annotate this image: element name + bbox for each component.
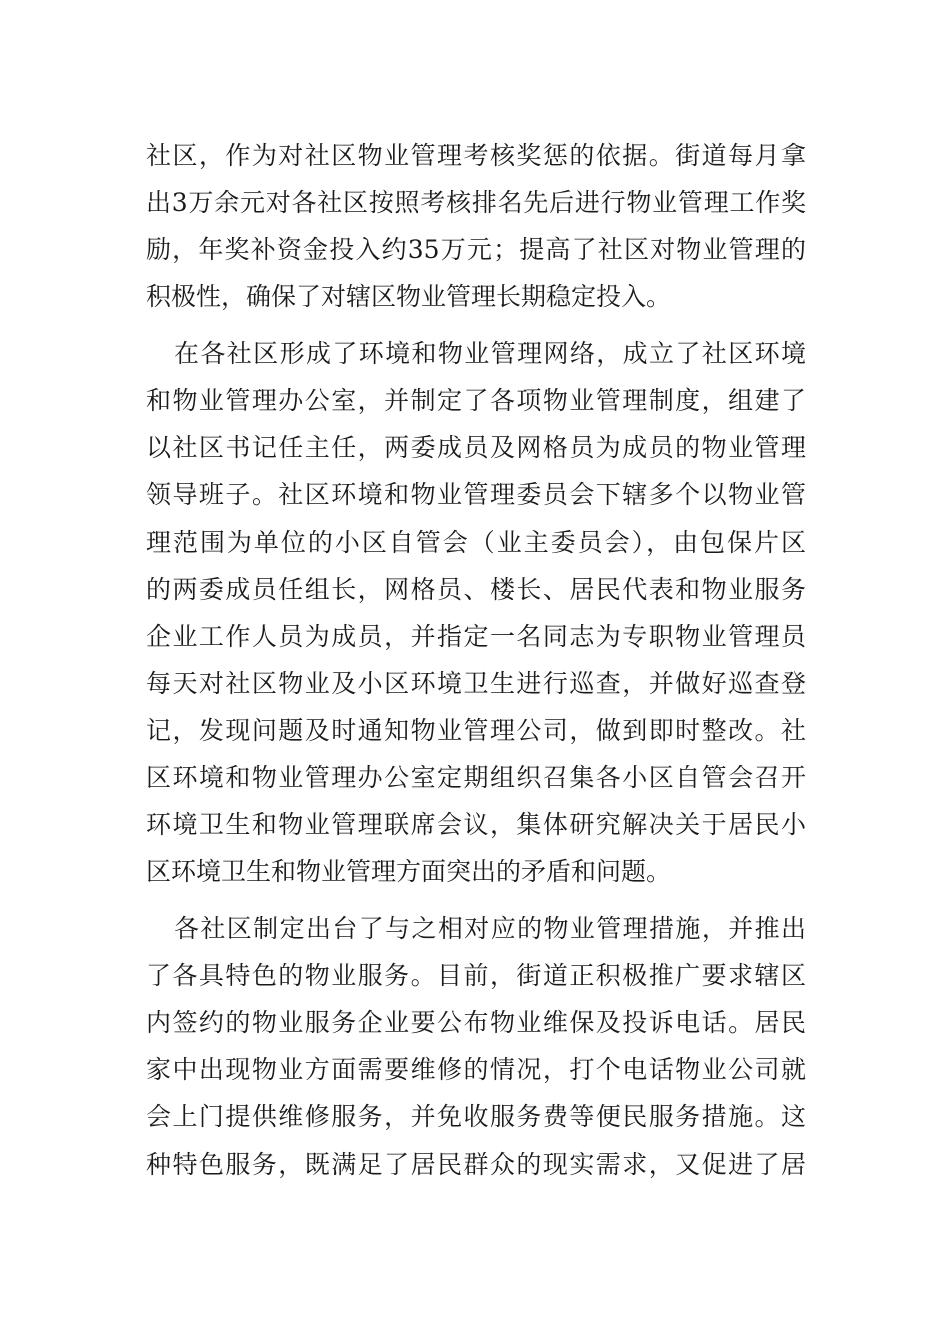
paragraph-1-line-2: 出3万余元对各社区按照考核排名先后进行物业管理工作奖 — [146, 188, 806, 217]
paragraph-2-line-1: 在各社区形成了环境和物业管理网络，成立了社区环境 — [174, 339, 806, 368]
paragraph-2-line-5: 理范围为单位的小区自管会（业主委员会），由包保片区 — [146, 528, 806, 557]
paragraph-3-line-3: 内签约的物业服务企业要公布物业维保及投诉电话。居民 — [146, 1008, 806, 1037]
paragraph-3-line-1: 各社区制定出台了与之相对应的物业管理措施，并推出 — [174, 914, 806, 943]
paragraph-2-line-9: 记，发现问题及时通知物业管理公司，做到即时整改。社 — [146, 716, 806, 745]
paragraph-3-line-6: 种特色服务，既满足了居民群众的现实需求，又促进了居 — [146, 1150, 806, 1179]
paragraph-1-line-4: 积极性，确保了对辖区物业管理长期稳定投入。 — [146, 282, 672, 311]
paragraph-3-line-2: 了各具特色的物业服务。目前，街道正积极推广要求辖区 — [146, 961, 806, 990]
paragraph-3-line-5: 会上门提供维修服务，并免收服务费等便民服务措施。这 — [146, 1102, 806, 1131]
paragraph-2-line-2: 和物业管理办公室，并制定了各项物业管理制度，组建了 — [146, 386, 806, 415]
paragraph-2-line-7: 企业工作人员为成员，并指定一名同志为专职物业管理员 — [146, 622, 806, 651]
paragraph-1-line-3: 励，年奖补资金投入约35万元；提高了社区对物业管理的 — [146, 235, 806, 264]
paragraph-2-line-8: 每天对社区物业及小区环境卫生进行巡查，并做好巡查登 — [146, 669, 806, 698]
paragraph-2-line-4: 领导班子。社区环境和物业管理委员会下辖多个以物业管 — [146, 480, 806, 509]
paragraph-2-line-3: 以社区书记任主任，两委成员及网格员为成员的物业管理 — [146, 433, 806, 462]
paragraph-2-line-12: 区环境卫生和物业管理方面突出的矛盾和问题。 — [146, 857, 672, 886]
paragraph-2-line-11: 环境卫生和物业管理联席会议，集体研究解决关于居民小 — [146, 810, 806, 839]
paragraph-3-line-4: 家中出现物业方面需要维修的情况，打个电话物业公司就 — [146, 1055, 806, 1084]
paragraph-2-line-6: 的两委成员任组长，网格员、楼长、居民代表和物业服务 — [146, 575, 806, 604]
paragraph-1-line-1: 社区，作为对社区物业管理考核奖惩的依据。街道每月拿 — [146, 141, 806, 170]
paragraph-2-line-10: 区环境和物业管理办公室定期组织召集各小区自管会召开 — [146, 763, 806, 792]
